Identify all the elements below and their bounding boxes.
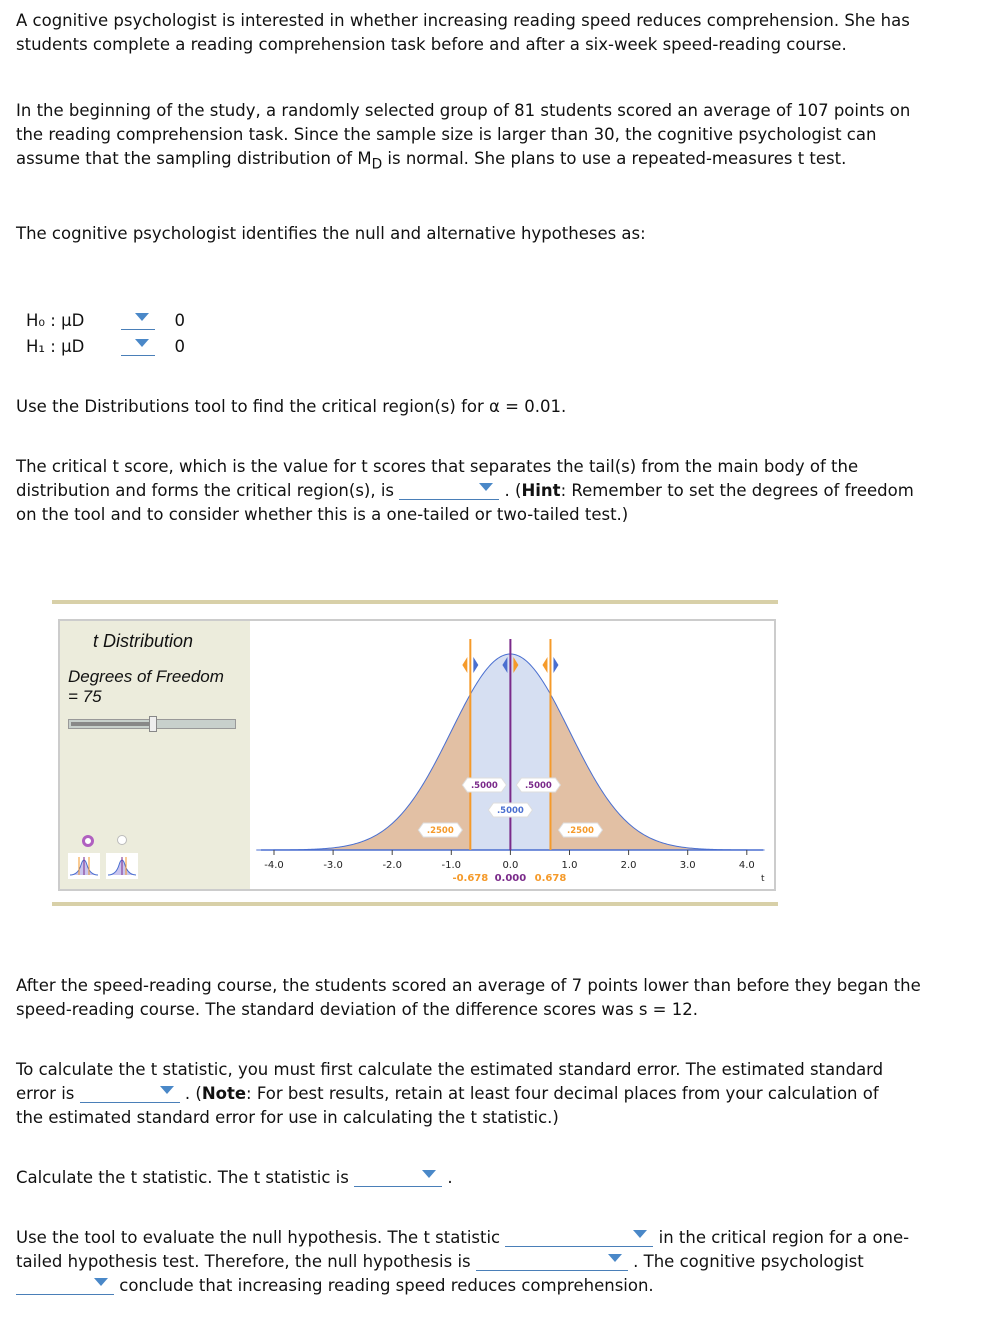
cutoff-value: 0.000 <box>494 873 527 884</box>
tool-sidebar <box>60 621 250 889</box>
tool-title: t Distribution <box>93 631 194 651</box>
t-distribution-plot <box>251 621 774 889</box>
evaluation-paragraph <box>16 1226 916 1298</box>
tick-label: 3.0 <box>679 860 696 871</box>
right-tail-area <box>558 823 602 837</box>
h0-operator-dropdown[interactable] <box>121 311 155 330</box>
distributions-tool <box>58 619 776 891</box>
conclusion-dropdown[interactable] <box>16 1276 114 1295</box>
h1-value: 0 <box>174 337 185 356</box>
t-statistic-paragraph <box>16 1166 916 1190</box>
null-hypothesis-row <box>26 308 185 334</box>
area-label: .2500 <box>426 826 454 836</box>
standard-error-dropdown[interactable] <box>80 1084 180 1103</box>
divider <box>52 600 778 604</box>
text: in the critical region for a one-tailed hypothesis test. Therefore, the null hypothesis is <box>16 1228 910 1271</box>
area-label: .5000 <box>524 781 552 791</box>
subscript: D <box>371 156 383 173</box>
h0-value: 0 <box>174 311 185 330</box>
hint-label: Hint <box>521 481 561 500</box>
text: To calculate the t statistic, you must first calculate the estimated standard error. The estimated standard error is <box>16 1060 884 1103</box>
h0-label: H₀ : μD <box>26 311 85 330</box>
text: : Remember to set the degrees of freedom on the tool and to consider whether this is a one-tailed or two-tailed test.) <box>16 481 914 524</box>
center-area <box>488 803 532 817</box>
area-label: .5000 <box>470 781 498 791</box>
text: Calculate the t statistic. The t statistic is <box>16 1168 349 1187</box>
text: . ( <box>184 1084 202 1103</box>
drag-handle-right-icon <box>473 657 478 673</box>
text: . The cognitive psychologist <box>633 1252 864 1271</box>
left-half-area <box>462 778 506 792</box>
post-course-paragraph: After the speed-reading course, the students scored an average of 7 points lower than before they began the speed-reading course. The standard deviation of the difference scores was s = 12. <box>16 976 921 1019</box>
h1-label: H₁ : μD <box>26 337 85 356</box>
tick-label: -3.0 <box>323 860 343 871</box>
text: . ( <box>504 481 522 500</box>
tick-label: -4.0 <box>264 860 284 871</box>
intro-paragraph: A cognitive psychologist is interested in whether increasing reading speed reduces comprehension. She has students complete a reading comprehension task before and after a six-week speed-reading course. <box>16 11 910 54</box>
alt-hypothesis-row <box>26 334 185 360</box>
h1-operator-dropdown[interactable] <box>121 337 155 356</box>
area-label: .2500 <box>567 826 594 836</box>
df-label: Degrees of Freedom <box>68 667 224 686</box>
radio-two-tailed-selected[interactable] <box>82 835 94 847</box>
axis-label: t <box>761 874 765 884</box>
text: Use the tool to evaluate the null hypothesis. The t statistic <box>16 1228 501 1247</box>
text: The critical t score, which is the value for t scores that separates the tail(s) from the main body of the distribution and forms the critical region(s), is <box>16 457 859 500</box>
text: In the beginning of the study, a randomly selected group of 81 students scored an average of 107 points on the reading comprehension task. Since the sample size is larger than 30, the cognitive psychologist can assume that the sampling distribution of M <box>16 101 911 168</box>
text: : For best results, retain at least four decimal places from your calculation of the estimated standard error for use in calculating the t statistic.) <box>16 1084 879 1127</box>
df-slider[interactable] <box>68 719 236 729</box>
tick-label: 0.0 <box>502 860 519 871</box>
divider <box>52 902 778 906</box>
radio-one-tailed[interactable] <box>117 835 127 845</box>
cutoff-value: -0.678 <box>452 873 489 884</box>
t-statistic-dropdown[interactable] <box>354 1168 442 1187</box>
text: . <box>447 1168 453 1187</box>
tick-label: -1.0 <box>441 860 462 871</box>
cutoff-value: 0.678 <box>534 873 567 884</box>
study-paragraph <box>16 99 916 176</box>
tick-label: 1.0 <box>561 860 578 871</box>
df-slider-handle[interactable] <box>149 716 157 732</box>
critical-score-paragraph <box>16 455 926 527</box>
tick-label: 4.0 <box>738 860 755 871</box>
tick-label: 2.0 <box>620 860 637 871</box>
drag-handle-left-icon <box>542 657 547 673</box>
drag-handle-right-icon <box>553 657 558 673</box>
right-half-area <box>516 778 560 792</box>
area-label: .5000 <box>496 806 524 816</box>
is-in-critical-region-dropdown[interactable] <box>505 1228 653 1247</box>
critical-t-dropdown[interactable] <box>399 481 499 500</box>
alpha-instruction: Use the Distributions tool to find the critical region(s) for α = 0.01. <box>16 397 567 416</box>
tick-label: -2.0 <box>382 860 402 871</box>
left-tail-area <box>418 823 462 837</box>
hypotheses-intro: The cognitive psychologist identifies the null and alternative hypotheses as: <box>16 224 646 243</box>
two-tailed-icon[interactable] <box>68 853 138 879</box>
null-hypothesis-decision-dropdown[interactable] <box>476 1252 628 1271</box>
drag-handle-left-icon <box>462 657 467 673</box>
note-label: Note <box>201 1084 247 1103</box>
standard-error-paragraph <box>16 1058 896 1130</box>
text: conclude that increasing reading speed reduces comprehension. <box>119 1276 654 1295</box>
df-value: = 75 <box>68 687 102 706</box>
text: is normal. She plans to use a repeated-measures t test. <box>382 149 847 168</box>
